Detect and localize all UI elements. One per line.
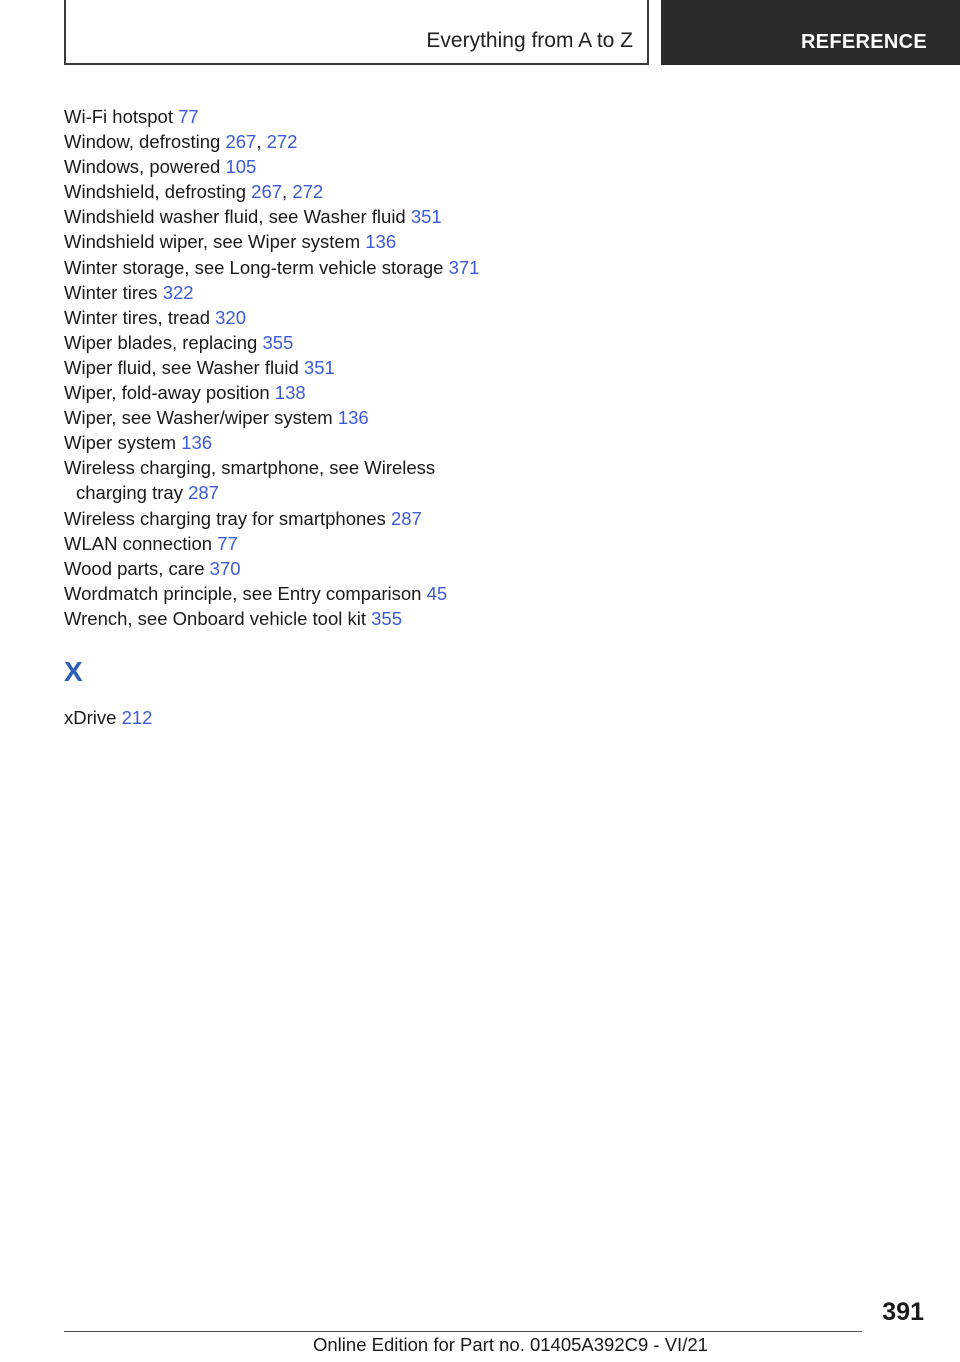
index-entry xyxy=(64,179,484,204)
index-term: Wireless charging, smartphone, see Wireless charging tray xyxy=(64,457,436,504)
index-term: Wi-Fi hotspot xyxy=(64,106,179,127)
index-group-w xyxy=(64,104,484,631)
index-entry xyxy=(64,104,484,129)
index-entry xyxy=(64,581,484,606)
index-entry xyxy=(64,506,484,531)
page-number: 391 xyxy=(882,1298,924,1326)
index-entry xyxy=(64,430,484,455)
page-reference-link[interactable]: 105 xyxy=(225,156,257,178)
page-reference-link[interactable]: 370 xyxy=(209,557,241,579)
index-entry xyxy=(64,556,484,581)
index-term: Wiper, see Washer/wiper system xyxy=(64,407,338,429)
page-reference-link[interactable]: 45 xyxy=(426,582,448,604)
section-title: Everything from A to Z xyxy=(426,29,633,52)
page-reference-link[interactable]: 272 xyxy=(292,181,324,203)
index-term: Wood parts, care xyxy=(64,557,210,579)
page-reference-link[interactable]: 351 xyxy=(410,206,442,228)
index-entry xyxy=(64,280,484,305)
page-reference-link[interactable]: 136 xyxy=(181,432,213,454)
page-reference-link[interactable]: 77 xyxy=(217,532,238,554)
index-list xyxy=(64,104,484,730)
page-reference-link[interactable]: 287 xyxy=(390,507,422,529)
index-term: Windshield, defrosting xyxy=(64,181,252,203)
index-term: xDrive xyxy=(64,706,122,728)
index-term: Wordmatch principle, see Entry comparison xyxy=(64,582,427,604)
index-term: Winter storage, see Long-term vehicle storage xyxy=(64,256,449,278)
index-term: WLAN connection xyxy=(64,532,218,554)
page-reference-link[interactable]: 77 xyxy=(178,106,199,127)
index-entry xyxy=(64,705,484,730)
index-entry xyxy=(64,154,484,179)
index-term: Windshield wiper, see Wiper system xyxy=(64,231,366,253)
index-entry xyxy=(64,229,484,254)
index-entry xyxy=(64,255,484,280)
index-term: Window, defrosting xyxy=(64,131,226,153)
index-term: Wrench, see Onboard vehicle tool kit xyxy=(64,607,372,629)
index-entry xyxy=(64,455,484,505)
footer-edition: Online Edition for Part no. 01405A392C9 - VI/21 xyxy=(313,1334,708,1355)
letter-heading-x: X xyxy=(64,655,83,687)
index-term: Wireless charging tray for smartphones xyxy=(64,507,391,529)
page-reference-link[interactable]: 136 xyxy=(337,407,369,429)
page-reference-link[interactable]: 355 xyxy=(371,607,402,629)
page-reference-link[interactable]: 322 xyxy=(162,281,194,303)
index-entry xyxy=(64,405,484,430)
page-reference-link[interactable]: 287 xyxy=(188,482,219,504)
running-header xyxy=(64,0,649,65)
reference-separator: , xyxy=(256,131,267,153)
index-entry xyxy=(64,129,484,154)
index-entry xyxy=(64,330,484,355)
page-reference-link[interactable]: 267 xyxy=(225,131,257,153)
page-reference-link[interactable]: 212 xyxy=(121,706,153,728)
index-term: Windows, powered xyxy=(64,156,226,178)
footer-rule xyxy=(64,1331,862,1332)
index-entry xyxy=(64,204,484,229)
index-entry xyxy=(64,355,484,380)
page-reference-link[interactable]: 351 xyxy=(303,356,335,378)
index-term: Wiper fluid, see Washer fluid xyxy=(64,356,304,378)
page-reference-link[interactable]: 272 xyxy=(266,131,298,153)
index-term: Wiper blades, replacing xyxy=(64,331,263,353)
index-entry xyxy=(64,606,484,631)
page-reference-link[interactable]: 136 xyxy=(365,231,397,253)
index-term: Wiper system xyxy=(64,432,182,454)
index-group-x xyxy=(64,705,484,730)
chapter-tab xyxy=(661,0,960,65)
index-term: Winter tires xyxy=(64,281,163,303)
index-entry xyxy=(64,380,484,405)
page-reference-link[interactable]: 320 xyxy=(215,306,247,328)
chapter-tab-label: REFERENCE xyxy=(800,31,927,53)
page-reference-link[interactable]: 267 xyxy=(251,181,283,203)
index-entry xyxy=(64,305,484,330)
reference-separator: , xyxy=(282,181,293,203)
index-entry xyxy=(64,531,484,556)
index-term: Winter tires, tread xyxy=(64,306,216,328)
index-term: Windshield washer fluid, see Washer fluid xyxy=(64,206,411,228)
page-reference-link[interactable]: 355 xyxy=(262,331,294,353)
index-term: Wiper, fold-away position xyxy=(64,382,275,404)
page-reference-link[interactable]: 371 xyxy=(448,256,480,278)
page-reference-link[interactable]: 138 xyxy=(274,382,306,404)
